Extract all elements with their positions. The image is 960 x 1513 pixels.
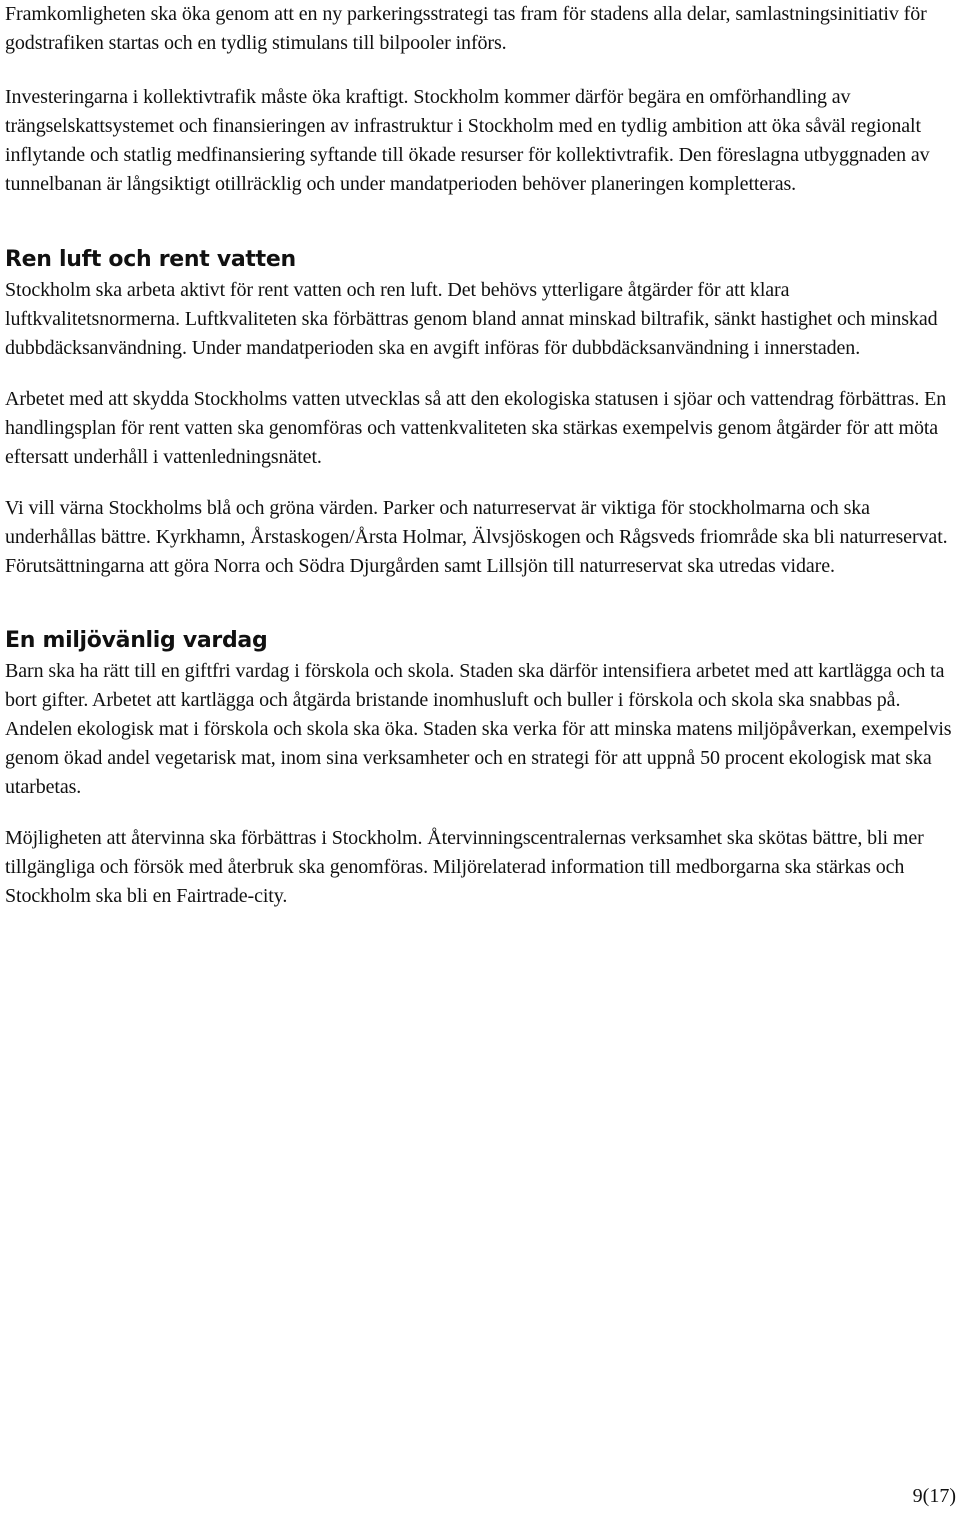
heading-ren-luft-och-rent-vatten: Ren luft och rent vatten: [5, 247, 296, 272]
paragraph-atervinning: Möjligheten att återvinna ska förbättras i Stockholm. Återvinningscentralernas verksamhet ska skötas bättre, bli mer tillgängliga och försök med återbruk ska genomföras. Miljörelaterad information till medborgarna ska stärkas och Stockholm ska bli en Fairtrade-city.: [5, 827, 924, 907]
document-page: [5, 0, 957, 911]
paragraph-framkomlighet: Framkomligheten ska öka genom att en ny parkeringsstrategi tas fram för stadens alla delar, samlastningsinitiativ för godstrafiken startas och en tydlig stimulans till bilpooler införs.: [5, 3, 927, 54]
paragraph-naturreservat: Vi vill värna Stockholms blå och gröna värden. Parker och naturreservat är viktiga för stockholmarna och ska underhållas bättre. Kyrkhamn, Årstaskogen/Årsta Holmar, Älvsjöskogen och Rågsveds friområde ska bli naturreservat. Förutsättningarna att göra Norra och Södra Djurgården samt Lillsjön till naturreservat ska utredas vidare.: [5, 497, 948, 577]
paragraph-luftkvalitet: Stockholm ska arbeta aktivt för rent vatten och ren luft. Det behövs ytterligare åtgärder för att klara luftkvalitetsnormerna. Luftkvaliteten ska förbättras genom bland annat minskad biltrafik, sänkt hastighet och minskad dubbdäcksanvändning. Under mandatperioden ska en avgift införas för dubbdäcksanvändning i innerstaden.: [5, 279, 938, 359]
heading-en-miljovanlig-vardag: En miljövänlig vardag: [5, 628, 268, 653]
paragraph-giftfri-vardag: Barn ska ha rätt till en giftfri vardag i förskola och skola. Staden ska därför intensifiera arbetet med att kartlägga och ta bort gifter. Arbetet att kartlägga och åtgärda bristande inomhusluft och buller i förskola och skola ska snabbas på. Andelen ekologisk mat i förskola och skola ska öka. Staden ska verka för att minska matens miljöpåverkan, exempelvis genom ökad andel vegetarisk mat, inom sina verksamheter och en strategi för att uppnå 50 procent ekologisk mat ska utarbetas.: [5, 660, 952, 798]
page-number: 9(17): [912, 1485, 956, 1507]
paragraph-kollektivtrafik: Investeringarna i kollektivtrafik måste öka kraftigt. Stockholm kommer därför begära en omförhandling av trängselskattsystemet och finansieringen av infrastruktur i Stockholm med en tydlig ambition att öka såväl regionalt inflytande och statlig medfinansiering syftande till ökade resurser för kollektivtrafik. Den föreslagna utbyggnaden av tunnelbanan är långsiktigt otillräcklig och under mandatperioden behöver planeringen kompletteras.: [5, 86, 930, 195]
paragraph-vatten: Arbetet med att skydda Stockholms vatten utvecklas så att den ekologiska statusen i sjöar och vattendrag förbättras. En handlingsplan för rent vatten ska genomföras och vattenkvaliteten ska stärkas exempelvis genom åtgärder för att möta eftersatt underhåll i vattenledningsnätet.: [5, 388, 947, 468]
